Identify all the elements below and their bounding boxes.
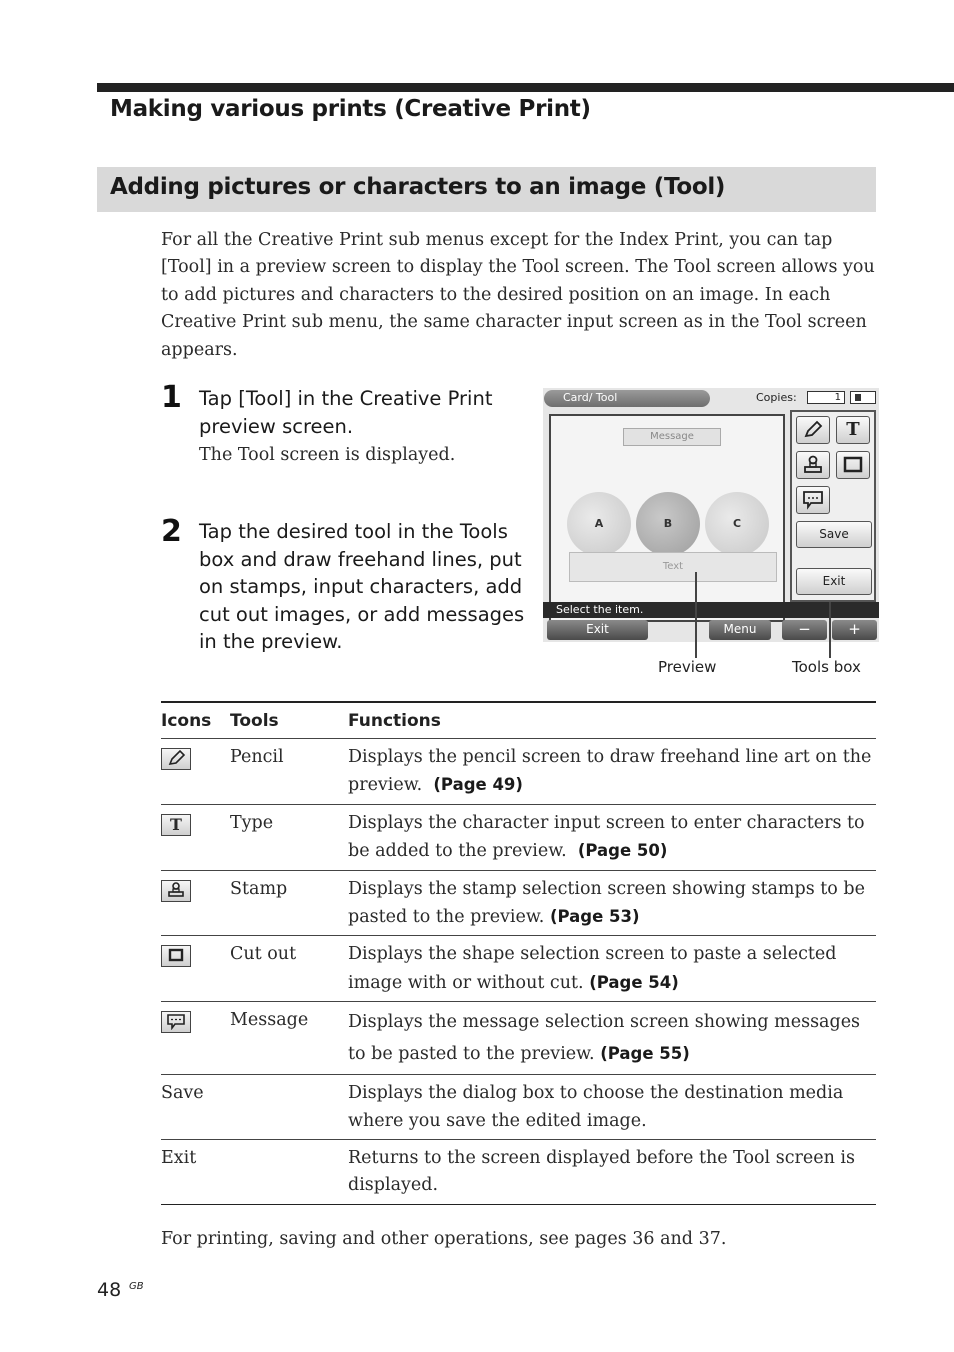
table-row (161, 739, 876, 805)
page-ref: (Page 50) (577, 841, 668, 861)
tool-name: Message (230, 1002, 348, 1075)
cut-out-tool-button[interactable] (836, 451, 870, 479)
tool-function: Displays the stamp selection screen showing stamps to be pasted to the preview. (Page 53) (348, 870, 876, 936)
table-row (161, 1140, 876, 1205)
save-button[interactable]: Save (796, 521, 872, 548)
type-icon: T (846, 419, 860, 440)
page-ref: (Page 54) (589, 972, 679, 992)
table-row (161, 936, 876, 1002)
zoom-in-button[interactable]: + (832, 620, 877, 640)
table-row (161, 870, 876, 936)
tool-function: Displays the character input screen to enter characters to be added to the preview. (Page 50) (348, 804, 876, 870)
section-rule (97, 83, 954, 92)
subsection-title: Adding pictures or characters to an image (Tool) (110, 174, 726, 200)
footer-note: For printing, saving and other operations, see pages 36 and 37. (161, 1229, 727, 1249)
preview-callout: Preview (658, 658, 717, 676)
page-ref: (Page 49) (433, 775, 523, 795)
section-title: Making various prints (Creative Print) (110, 96, 591, 122)
exit-tool-button[interactable]: Exit (796, 568, 872, 595)
header-functions: Functions (348, 702, 876, 739)
table-row (161, 804, 876, 870)
circle-b[interactable]: B (636, 492, 700, 556)
pencil-icon (161, 748, 191, 770)
step-2-number: 2 (161, 514, 182, 549)
table-row (161, 1075, 876, 1140)
page-ref: (Page 55) (600, 1044, 690, 1064)
circle-c[interactable]: C (705, 492, 769, 556)
status-bar: Select the item. (543, 602, 879, 618)
tool-name: Cut out (230, 936, 348, 1002)
step-1-text: Tap [Tool] in the Creative Print preview screen. (199, 387, 493, 438)
cut-out-icon (161, 945, 191, 967)
circle-a[interactable]: A (567, 492, 631, 556)
exit-button[interactable]: Exit (547, 620, 648, 640)
page-number: 48 (97, 1279, 122, 1301)
stamp-icon (802, 455, 824, 475)
intro-paragraph: For all the Creative Print sub menus except for the Index Print, you can tap [Tool] in a preview screen to display the Tool screen. The Tool screen allows you to add pictures and characters to the desired position on an image. In each Creative Print sub menu, the same character input screen as in the Tool screen appears. (161, 230, 875, 360)
type-icon: T (161, 814, 191, 836)
copies-label: Copies: (756, 391, 797, 404)
table-header (161, 702, 876, 739)
cut-out-icon (842, 455, 864, 475)
tool-function: Displays the pencil screen to draw freehand line art on the preview. (Page 49) (348, 739, 876, 805)
tools-box-callout: Tools box (792, 658, 861, 676)
page-ref: (Page 53) (549, 907, 640, 927)
copies-value[interactable]: 1 (807, 391, 845, 404)
tool-name: Pencil (230, 739, 348, 805)
page-region: GB (129, 1281, 144, 1292)
step-2-text: Tap the desired tool in the Tools box and draw freehand lines, put on stamps, input characters, add cut out images, or add messages in the preview. (199, 520, 525, 653)
tool-name: Save (161, 1075, 348, 1140)
preview-area[interactable] (549, 414, 785, 622)
stamp-icon (161, 880, 191, 902)
pencil-icon (802, 420, 824, 440)
pencil-tool-button[interactable] (796, 416, 830, 444)
message-placeholder: Message (623, 428, 721, 446)
header-icons: Icons (161, 702, 230, 739)
tools-box (790, 410, 876, 602)
type-tool-button[interactable] (836, 416, 870, 444)
stamp-tool-button[interactable] (796, 451, 830, 479)
menu-button[interactable]: Menu (709, 620, 771, 640)
tools-table (161, 701, 876, 1205)
preview-callout-line (695, 572, 697, 658)
message-icon (161, 1011, 191, 1033)
header-tools: Tools (230, 702, 348, 739)
tool-function: Displays the message selection screen showing messages to be pasted to the preview. (Page 55) (348, 1002, 876, 1075)
tool-name: Stamp (230, 870, 348, 936)
screen-title: Card/ Tool (563, 391, 618, 404)
tool-function: Returns to the screen displayed before the Tool screen is displayed. (348, 1140, 876, 1205)
tool-function: Displays the shape selection screen to paste a selected image with or without cut. (Page 54) (348, 936, 876, 1002)
message-tool-button[interactable] (796, 486, 830, 514)
copies-indicator (850, 391, 876, 404)
zoom-out-button[interactable]: − (782, 620, 827, 640)
tool-name: Type (230, 804, 348, 870)
tools-box-callout-line (829, 602, 831, 658)
tool-function: Displays the dialog box to choose the destination media where you save the edited image. (348, 1075, 876, 1140)
tool-name: Exit (161, 1140, 348, 1205)
step-1-number: 1 (161, 380, 182, 415)
table-row (161, 1002, 876, 1075)
message-icon (802, 490, 824, 510)
step-1-sub: The Tool screen is displayed. (199, 445, 456, 465)
text-placeholder: Text (569, 552, 777, 582)
